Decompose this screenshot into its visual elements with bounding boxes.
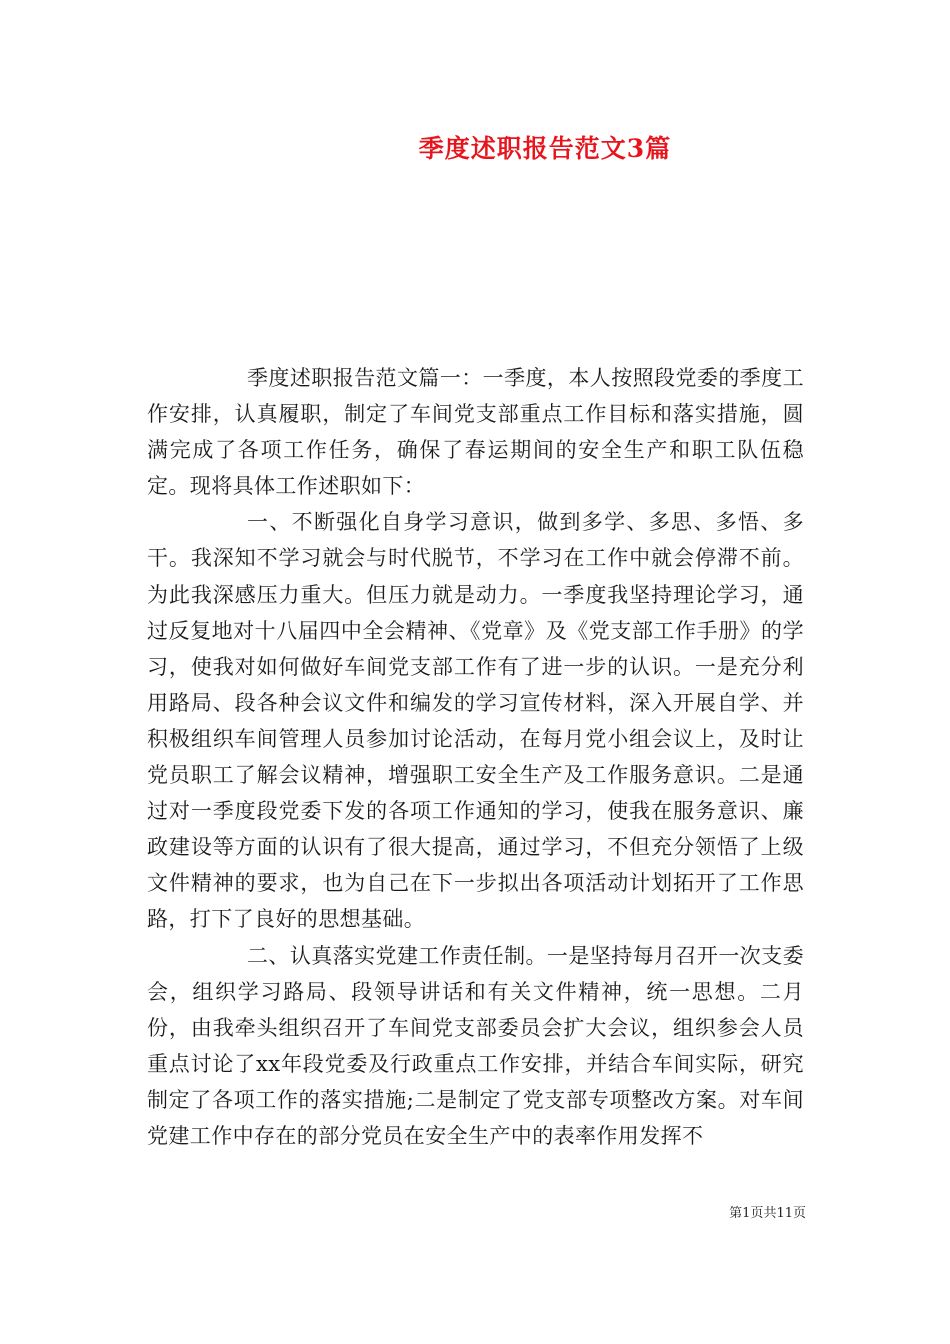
page-number-footer: 第1页共11页 (729, 1206, 806, 1221)
document-body (147, 360, 804, 1154)
paragraph-section-one: 一、不断强化自身学习意识，做到多学、多思、多悟、多干。我深知不学习就会与时代脱节，不学习在工作中就会停滞不前。为此我深感压力重大。但压力就是动力。一季度我坚持理论学习，通过反复地对十八届四中全会精神、《党章》及《党支部工作手册》的学习，使我对如何做好车间党支部工作有了进一步的认识。一是充分利用路局、段各种会议文件和编发的学习宣传材料，深入开展自学、并积极组织车间管理人员参加讨论活动，在每月党小组会议上，及时让党员职工了解会议精神，增强职工安全生产及工作服务意识。二是通过对一季度段党委下发的各项工作通知的学习，使我在服务意识、廉政建设等方面的认识有了很大提高，通过学习，不但充分领悟了上级文件精神的要求，也为自己在下一步拟出各项活动计划拓开了工作思路，打下了良好的思想基础。 (147, 510, 804, 932)
document-title: 季度述职报告范文3篇 (418, 134, 672, 163)
paragraph-section-two: 二、认真落实党建工作责任制。一是坚持每月召开一次支委会，组织学习路局、段领导讲话和有关文件精神，统一思想。二月份，由我牵头组织召开了车间党支部委员会扩大会议，组织参会人员重点讨论了xx年段党委及行政重点工作安排，并结合车间实际，研究制定了各项工作的落实措施;二是制定了党支部专项整改方案。对车间党建工作中存在的部分党员在安全生产中的表率作用发挥不 (147, 943, 804, 1148)
paragraph-intro: 季度述职报告范文篇一：一季度，本人按照段党委的季度工作安排，认真履职，制定了车间党支部重点工作目标和落实措施，圆满完成了各项工作任务，确保了春运期间的安全生产和职工队伍稳定。现将具体工作述职如下： (147, 366, 804, 499)
